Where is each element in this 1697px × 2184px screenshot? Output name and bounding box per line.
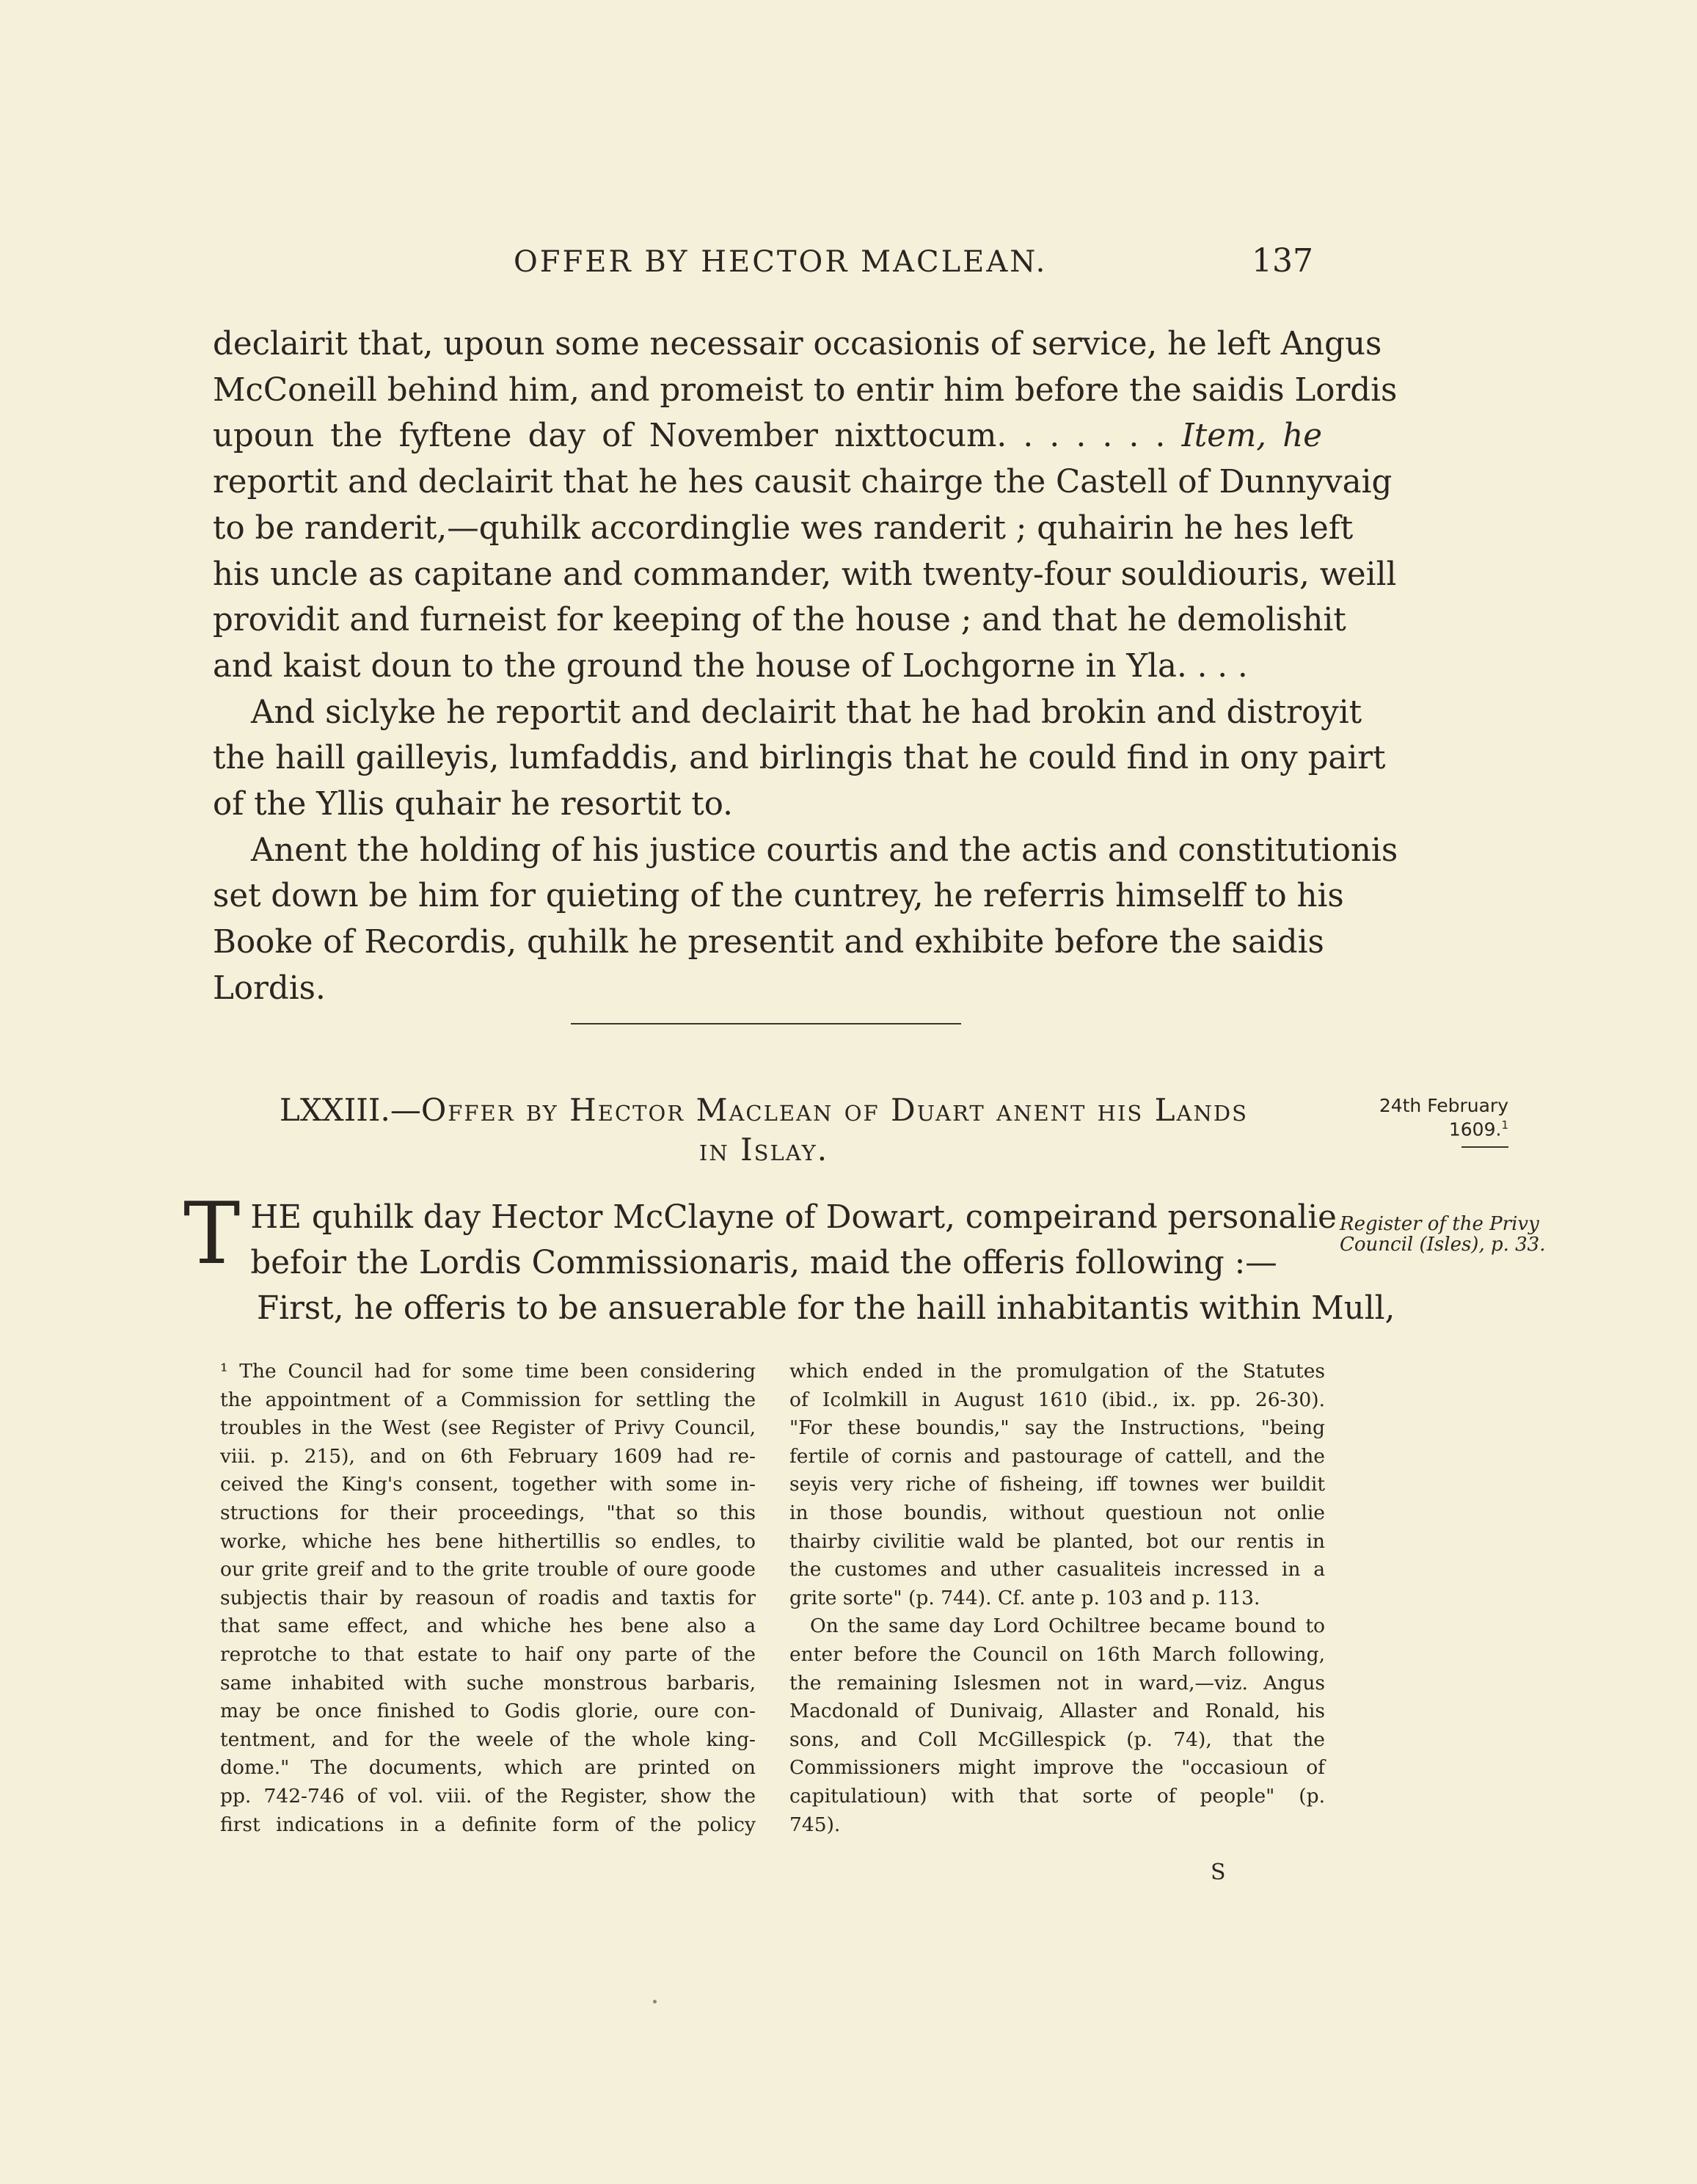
body-line: McConeill behind him, and promeist to entir him before the saidis Lordis (213, 371, 1398, 409)
body-text (213, 321, 1398, 1012)
body-line: and kaist doun to the ground the house of Lochgorne in Yla. . . . (213, 647, 1248, 685)
body-line: the haill gailleyis, lumfaddis, and birlingis that he could find in ony pairt (213, 740, 1386, 777)
footnote-line: ceived the King's consent, together with some in- (220, 1473, 756, 1496)
body-line: Lordis. (213, 969, 326, 1007)
entry-text (183, 1184, 1395, 1331)
footnote-line: worke, whiche hes bene hithertillis so endles, to (220, 1529, 756, 1553)
source-marginal-note: Register of the Privy Council (Isles), p. 33. (1340, 1213, 1546, 1256)
body-line: providit and furneist for keeping of the house ; and that he demolishit (213, 602, 1346, 639)
footnote-line: enter before the Council on 16th March following, (789, 1642, 1325, 1666)
body-line: declairit that, upoun some necessair occasionis of service, he left Angus (213, 326, 1382, 363)
footnote-line: subjectis thair by reasoun of roadis and taxtis for (220, 1586, 756, 1609)
footnote-line: seyis very riche of fisheing, iff townes wer buildit (789, 1473, 1325, 1496)
footnote-line: the customes and uther casualiteis incressed in a (789, 1558, 1325, 1581)
footnote-line: "For these boundis," say the Instructions, "being (789, 1416, 1325, 1440)
footnote-line: tentment, and for the weele of the whole king- (220, 1728, 756, 1751)
footnote-right-column (789, 1358, 1325, 1839)
entry-line: befoir the Lordis Commissionaris, maid the offeris following :— (250, 1245, 1277, 1281)
page-number: 137 (1252, 242, 1313, 280)
paper-speck (653, 2000, 657, 2003)
body-line: And siclyke he reportit and declairit that he had brokin and distroyit (251, 694, 1362, 731)
footnote-line: that same effect, and whiche hes bene also a (220, 1615, 756, 1638)
body-line: set down be him for quieting of the cuntrey, he referris himselff to his (213, 878, 1344, 915)
body-line: to be randerit,—quhilk accordinglie wes randerit ; quhairin he hes left (213, 509, 1354, 547)
footnote-line: which ended in the promulgation of the Statutes (789, 1360, 1325, 1383)
footnote-line: of Icolmkill in August 1610 (ibid., ix. pp. 26-30). (789, 1388, 1325, 1411)
section-title: LXXIII.—Offer by Hector Maclean of Duart anent his Lands in Islay. (280, 1092, 1248, 1168)
footnote-line: the remaining Islesmen not in ward,—viz. Angus (789, 1671, 1325, 1695)
body-line: reportit and declairit that he hes causit chairge the Castell of Dunnyvaig (213, 464, 1393, 501)
footnote-line: our grite greif and to the grite trouble of oure goode (220, 1558, 756, 1581)
footnote-left-column (220, 1358, 756, 1839)
running-header: OFFER BY HECTOR MACLEAN. (514, 245, 1048, 279)
footnote-line: may be once finished to Godis glorie, oure con- (220, 1700, 756, 1723)
footnote-line: thairby civilitie wald be planted, bot our rentis in (789, 1529, 1325, 1553)
footnote-line: Macdonald of Dunivaig, Allaster and Ronald, his (789, 1700, 1325, 1723)
section-divider (571, 1023, 961, 1024)
entry-line: HE quhilk day Hector McClayne of Dowart, compeirand personalie (250, 1199, 1337, 1236)
footnote-line: dome." The documents, which are printed on (220, 1756, 756, 1780)
footnote-line: viii. p. 215), and on 6th February 1609 had re- (220, 1444, 756, 1468)
body-line: upoun the fyftene day of November nixttocum. . . . . . . Item, he (213, 418, 1323, 455)
footnote-line: in those boundis, without questioun not onlie (789, 1501, 1325, 1524)
footnote-line: Commissioners might improve the "occasioun of (789, 1756, 1325, 1780)
footnote-line: same inhabited with suche monstrous barbaris, (220, 1671, 756, 1695)
footnote-line: On the same day Lord Ochiltree became bound to (810, 1615, 1325, 1638)
date-dash (1461, 1146, 1508, 1148)
body-line: of the Yllis quhair he resortit to. (213, 786, 733, 823)
footnote-line: structions for their proceedings, "that so this (220, 1501, 756, 1524)
footnote-line: pp. 742-746 of vol. viii. of the Register, show the (220, 1784, 756, 1808)
footnote-line: capitulatioun) with that sorte of people" (p. (789, 1784, 1325, 1808)
footnote-line: reprotche to that estate to haif ony parte of the (220, 1642, 756, 1666)
signature-mark: S (1211, 1860, 1226, 1885)
footnote-line: troubles in the West (see Register of Privy Council, (220, 1416, 756, 1440)
body-line: his uncle as capitane and commander, with twenty-four souldiouris, weill (213, 556, 1397, 593)
body-line: Anent the holding of his justice courtis and the actis and constitutionis (251, 831, 1398, 869)
footnote-line: fertile of cornis and pastourage of cattell, and the (789, 1444, 1325, 1468)
footnote-line: grite sorte" (p. 744). Cf. ante p. 103 and p. 113. (789, 1586, 1260, 1609)
entry-line: First, he offeris to be ansuerable for the haill inhabitantis within Mull, (257, 1290, 1395, 1327)
drop-cap: T (183, 1184, 241, 1284)
footnote-line: ¹ The Council had for some time been considering (220, 1360, 756, 1383)
footnote-line: the appointment of a Commission for settling the (220, 1388, 756, 1411)
body-line: Booke of Recordis, quhilk he presentit and exhibite before the saidis (213, 924, 1324, 961)
date-marginal-note: 24th February 1609.$^1$ (1340, 1096, 1508, 1148)
footnote-line: first indications in a definite form of the policy (220, 1813, 756, 1836)
footnote-line: sons, and Coll McGillespick (p. 74), that the (789, 1728, 1325, 1751)
footnote-line: 745). (789, 1813, 841, 1836)
